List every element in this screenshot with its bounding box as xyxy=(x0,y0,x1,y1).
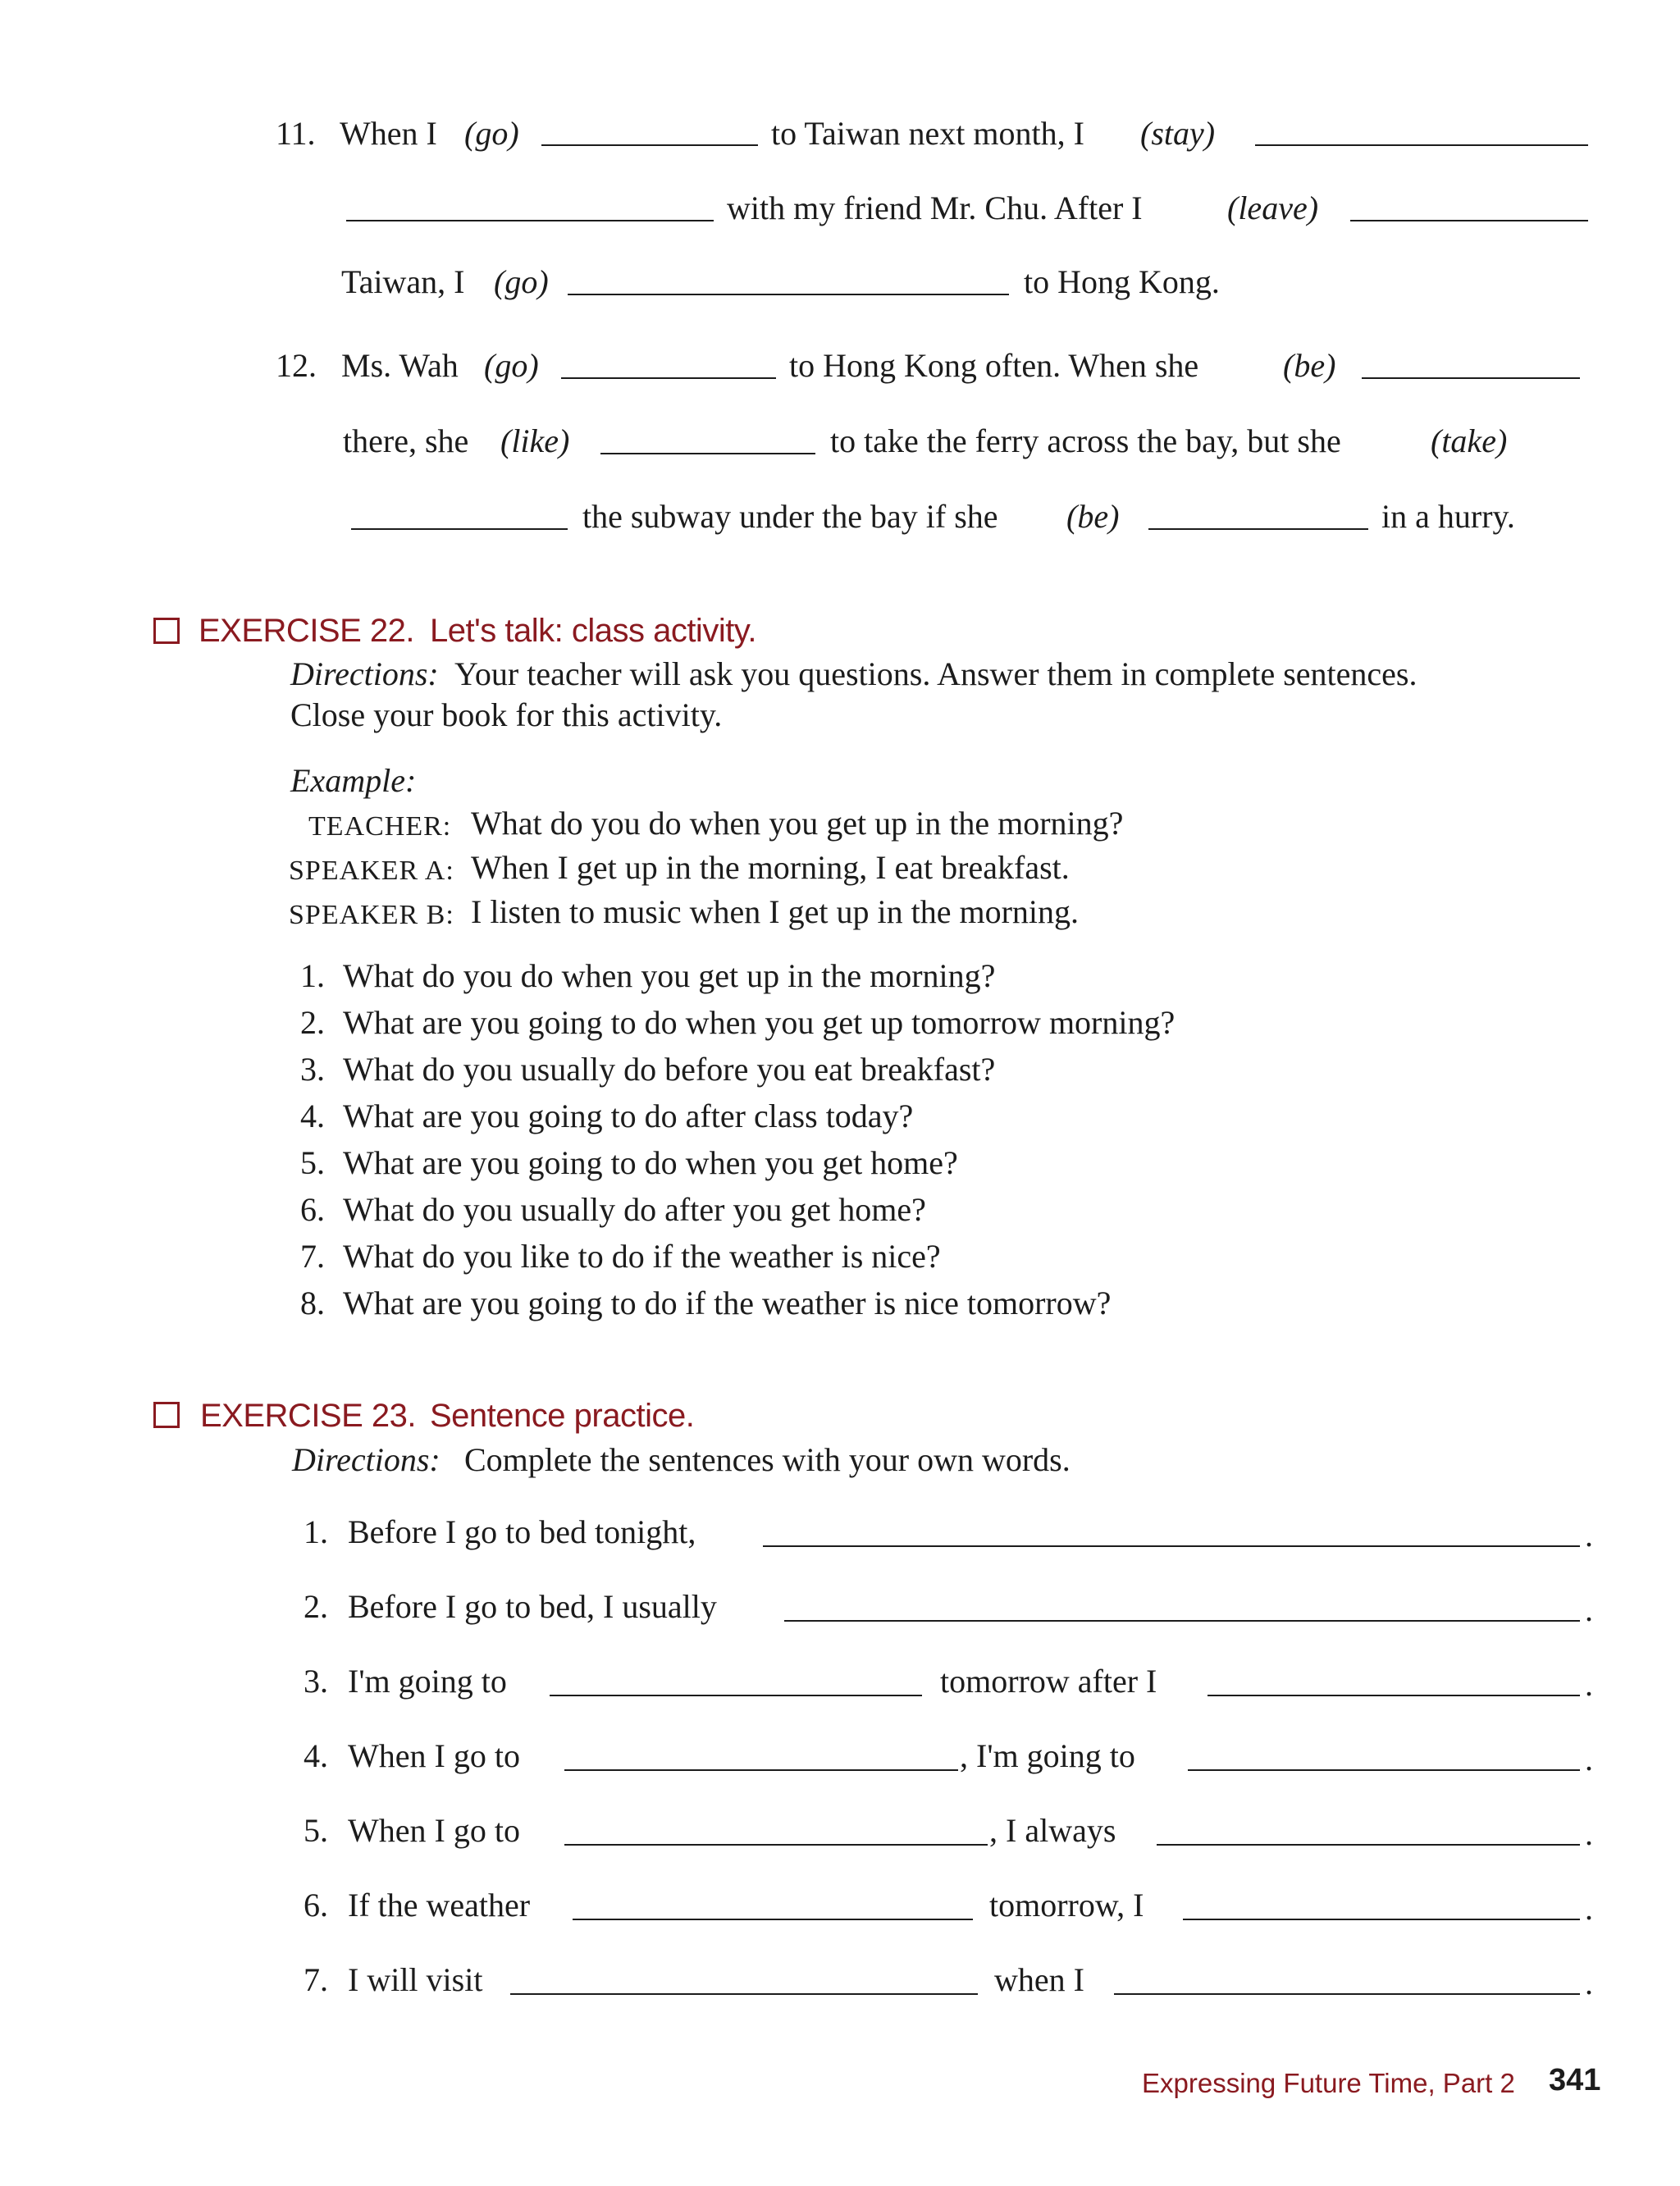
answer-blank[interactable] xyxy=(784,1620,1580,1622)
item-text: I will visit xyxy=(348,1961,483,1998)
answer-blank[interactable] xyxy=(1114,1993,1580,1995)
item-text: to Hong Kong. xyxy=(1024,263,1220,300)
example-label: Example: xyxy=(290,762,417,799)
item-text: in a hurry. xyxy=(1381,498,1515,535)
answer-blank[interactable] xyxy=(1208,1695,1580,1696)
item-text: when I xyxy=(994,1961,1084,1998)
verb-cue: (like) xyxy=(500,422,570,459)
item-text: If the weather xyxy=(348,1887,531,1924)
item-text: Ms. Wah xyxy=(341,347,459,384)
item-number: 12. xyxy=(276,347,317,384)
directions-text: Your teacher will ask you questions. Answer them in complete sentences. xyxy=(454,655,1418,692)
answer-blank[interactable] xyxy=(1350,220,1588,221)
answer-blank[interactable] xyxy=(510,1993,978,1995)
answer-blank[interactable] xyxy=(568,294,1009,295)
answer-blank[interactable] xyxy=(1157,1844,1580,1846)
question-number: 5. xyxy=(300,1144,325,1181)
item-number: 7. xyxy=(304,1961,328,1998)
answer-blank[interactable] xyxy=(564,1769,958,1771)
verb-cue: (take) xyxy=(1431,422,1508,459)
answer-blank[interactable] xyxy=(1255,144,1588,146)
sentence-period: . xyxy=(1585,1815,1593,1852)
answer-blank[interactable] xyxy=(1183,1919,1580,1920)
directions-text: Complete the sentences with your own words. xyxy=(464,1441,1071,1478)
question-number: 8. xyxy=(300,1285,325,1321)
directions-label: Directions: xyxy=(292,1441,441,1478)
sentence-period: . xyxy=(1585,1666,1593,1703)
verb-cue: (stay) xyxy=(1140,115,1216,152)
verb-cue: (go) xyxy=(494,263,549,300)
directions-label: Directions: xyxy=(290,655,439,692)
answer-blank[interactable] xyxy=(1148,528,1368,530)
dialogue-text: When I get up in the morning, I eat breakfast. xyxy=(471,849,1070,886)
question-text: What are you going to do after class today? xyxy=(343,1098,914,1134)
item-number: 4. xyxy=(304,1737,328,1774)
item-text: Before I go to bed, I usually xyxy=(348,1588,717,1625)
item-text: Taiwan, I xyxy=(341,263,465,300)
answer-blank[interactable] xyxy=(1362,377,1580,379)
item-text: to take the ferry across the bay, but she xyxy=(830,422,1341,459)
item-number: 11. xyxy=(276,115,316,152)
question-number: 1. xyxy=(300,957,325,994)
speaker-label: SPEAKER A: xyxy=(289,856,454,886)
dialogue-text: What do you do when you get up in the morning? xyxy=(471,805,1124,842)
exercise-label: EXERCISE 23. xyxy=(200,1398,417,1434)
question-text: What do you usually do after you get home? xyxy=(343,1191,926,1228)
exercise-checkbox[interactable] xyxy=(153,618,180,644)
answer-blank[interactable] xyxy=(600,453,815,454)
item-text: I'm going to xyxy=(348,1663,507,1700)
answer-blank[interactable] xyxy=(550,1695,922,1696)
answer-blank[interactable] xyxy=(1188,1769,1580,1771)
sentence-period: . xyxy=(1585,1965,1593,2001)
question-number: 2. xyxy=(300,1004,325,1041)
question-text: What are you going to do when you get up tomorrow morning? xyxy=(343,1004,1176,1041)
speaker-label: SPEAKER B: xyxy=(289,900,454,930)
verb-cue: (leave) xyxy=(1227,189,1319,226)
question-number: 6. xyxy=(300,1191,325,1228)
question-text: What do you usually do before you eat breakfast? xyxy=(343,1051,996,1088)
item-text: with my friend Mr. Chu. After I xyxy=(727,189,1143,226)
question-number: 7. xyxy=(300,1238,325,1275)
answer-blank[interactable] xyxy=(564,1844,988,1846)
dialogue-text: I listen to music when I get up in the morning. xyxy=(471,893,1079,930)
item-text: to Hong Kong often. When she xyxy=(789,347,1199,384)
exercise-title: Let's talk: class activity. xyxy=(430,613,756,649)
question-number: 3. xyxy=(300,1051,325,1088)
page-number: 341 xyxy=(1549,2063,1601,2097)
sentence-period: . xyxy=(1585,1517,1593,1554)
sentence-period: . xyxy=(1585,1741,1593,1778)
item-text: , I'm going to xyxy=(960,1737,1135,1774)
item-text: When I xyxy=(340,115,437,152)
speaker-label: TEACHER: xyxy=(308,811,452,842)
item-text: When I go to xyxy=(348,1737,520,1774)
item-number: 1. xyxy=(304,1513,328,1550)
item-text: Before I go to bed tonight, xyxy=(348,1513,696,1550)
exercise-title: Sentence practice. xyxy=(430,1398,695,1434)
exercise-checkbox[interactable] xyxy=(153,1402,180,1428)
item-text: , I always xyxy=(989,1812,1116,1849)
verb-cue: (be) xyxy=(1066,498,1120,535)
chapter-title: Expressing Future Time, Part 2 xyxy=(1142,2068,1515,2098)
answer-blank[interactable] xyxy=(541,144,758,146)
item-text: tomorrow, I xyxy=(989,1887,1144,1924)
item-number: 6. xyxy=(304,1887,328,1924)
question-text: What are you going to do when you get home? xyxy=(343,1144,958,1181)
answer-blank[interactable] xyxy=(351,528,568,530)
answer-blank[interactable] xyxy=(561,377,776,379)
question-text: What are you going to do if the weather is nice tomorrow? xyxy=(343,1285,1112,1321)
directions-text: Close your book for this activity. xyxy=(290,696,723,733)
item-number: 3. xyxy=(304,1663,328,1700)
question-text: What do you like to do if the weather is nice? xyxy=(343,1238,941,1275)
item-text: the subway under the bay if she xyxy=(582,498,998,535)
item-text: there, she xyxy=(343,422,469,459)
verb-cue: (be) xyxy=(1283,347,1336,384)
answer-blank[interactable] xyxy=(763,1545,1580,1547)
item-text: to Taiwan next month, I xyxy=(771,115,1084,152)
answer-blank[interactable] xyxy=(346,220,714,221)
sentence-period: . xyxy=(1585,1890,1593,1927)
item-text: When I go to xyxy=(348,1812,520,1849)
item-number: 5. xyxy=(304,1812,328,1849)
item-text: tomorrow after I xyxy=(940,1663,1157,1700)
question-number: 4. xyxy=(300,1098,325,1134)
sentence-period: . xyxy=(1585,1591,1593,1628)
question-text: What do you do when you get up in the morning? xyxy=(343,957,996,994)
verb-cue: (go) xyxy=(464,115,519,152)
verb-cue: (go) xyxy=(484,347,539,384)
exercise-label: EXERCISE 22. xyxy=(199,613,415,649)
answer-blank[interactable] xyxy=(573,1919,973,1920)
item-number: 2. xyxy=(304,1588,328,1625)
